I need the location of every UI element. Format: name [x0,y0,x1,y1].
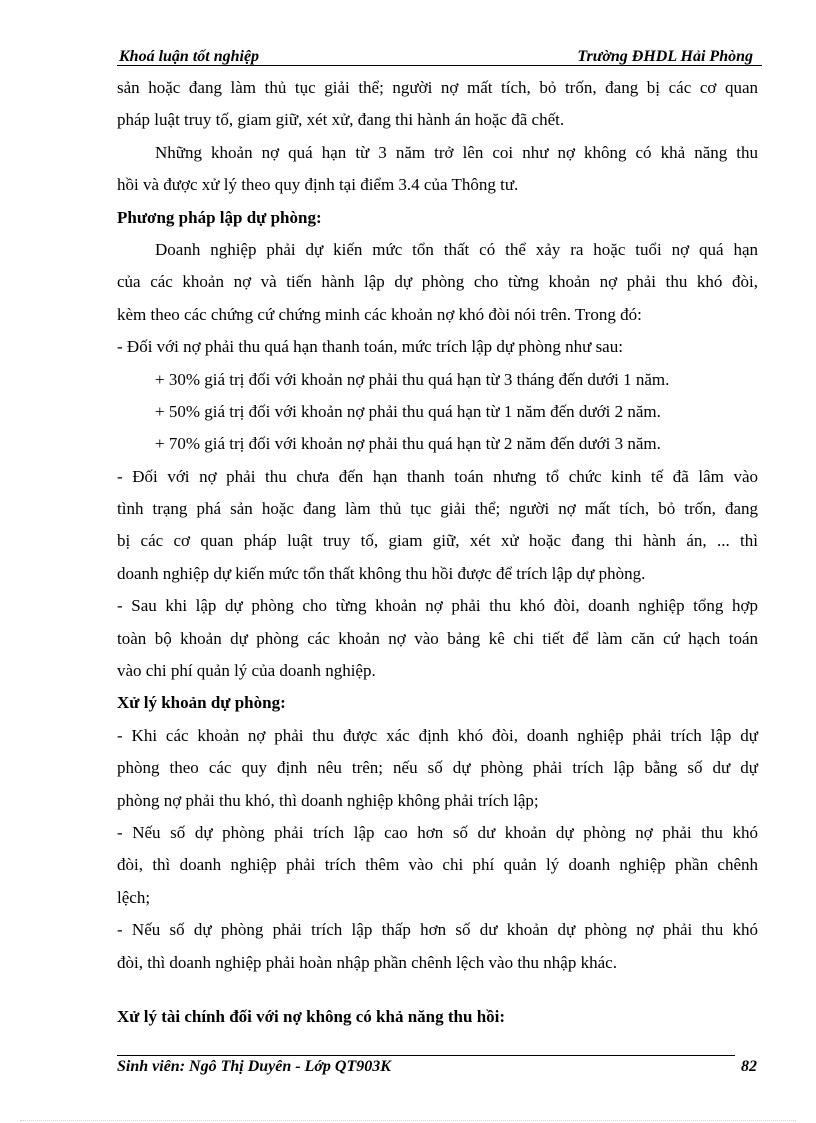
header-right: Trường ĐHDL Hải Phòng [577,48,753,65]
body-line: - Nếu số dự phòng phải trích lập cao hơn số dư khoản dự phòng nợ phải thu khó [117,822,758,842]
page-body [117,72,758,1033]
header-left: Khoá luận tốt nghiệp [119,48,260,65]
body-line: - Sau khi lập dự phòng cho từng khoản nợ phải thu khó đòi, doanh nghiệp tổng hợp [117,596,758,616]
body-line: hồi và được xử lý theo quy định tại điểm 3.4 của Thông tư. [117,175,519,195]
body-line: Doanh nghiệp phải dự kiến mức tổn thất có thể xảy ra hoặc tuổi nợ quá hạn [155,239,758,259]
body-line: sản hoặc đang làm thủ tục giải thể; người nợ mất tích, bỏ trốn, đang bị các cơ quan [117,78,758,97]
body-line: - Đối với nợ phải thu quá hạn thanh toán, mức trích lập dự phòng như sau: [117,337,623,357]
body-line: Những khoản nợ quá hạn từ 3 năm trở lên coi như nợ không có khả năng thu [155,142,758,162]
section-heading: Xử lý tài chính đối với nợ không có khả năng thu hồi: [117,1006,506,1026]
list-item: + 30% giá trị đối với khoản nợ phải thu quá hạn từ 3 tháng đến dưới 1 năm. [155,369,670,389]
body-line: pháp luật truy tố, giam giữ, xét xử, đang thi hành án hoặc đã chết. [117,110,565,130]
body-line: toàn bộ khoản dự phòng các khoản nợ vào bảng kê chi tiết để làm căn cứ hạch toán [117,628,758,648]
body-line: phòng nợ phải thu khó, thì doanh nghiệp không phải trích lập; [117,790,539,810]
body-line: tình trạng phá sản hoặc đang làm thủ tục giải thể; người nợ mất tích, bỏ trốn, đang [117,499,758,519]
header-rule [117,65,762,66]
body-line: - Nếu số dự phòng phải trích lập thấp hơn số dư khoản dự phòng nợ phải thu khó [117,920,758,940]
page-number: 82 [741,1058,757,1075]
body-line: doanh nghiệp dự kiến mức tổn thất không thu hồi được để trích lập dự phòng. [117,563,646,583]
list-item: + 50% giá trị đối với khoản nợ phải thu quá hạn từ 1 năm đến dưới 2 năm. [155,401,661,421]
spacer [117,979,758,1001]
body-line: phòng theo các quy định nêu trên; nếu số dự phòng phải trích lập bằng số dư dự [117,758,758,778]
list-item: + 70% giá trị đối với khoản nợ phải thu quá hạn từ 2 năm đến dưới 3 năm. [155,434,661,454]
body-line: vào chi phí quản lý của doanh nghiệp. [117,661,376,681]
body-line: - Đối với nợ phải thu chưa đến hạn thanh toán nhưng tổ chức kinh tế đã lâm vào [117,466,758,486]
footer-rule [117,1055,735,1056]
page-header [117,48,759,66]
page-edge-divider [20,1120,796,1121]
page-footer [117,1058,759,1078]
body-line: đòi, thì doanh nghiệp phải trích thêm vào chi phí quản lý doanh nghiệp phần chênh [117,855,758,875]
section-heading: Phương pháp lập dự phòng: [117,207,322,227]
body-line: kèm theo các chứng cứ chứng minh các khoản nợ khó đòi nói trên. Trong đó: [117,304,642,324]
body-line: đòi, thì doanh nghiệp phải hoàn nhập phần chênh lệch vào thu nhập khác. [117,952,617,972]
body-line: bị các cơ quan pháp luật truy tố, giam giữ, xét xử hoặc đang thi hành án, ... thì [117,531,758,551]
body-line: - Khi các khoản nợ phải thu được xác định khó đòi, doanh nghiệp phải trích lập dự [117,725,758,745]
body-line: lệch; [117,887,151,907]
section-heading: Xử lý khoản dự phòng: [117,693,286,713]
body-line: của các khoản nợ và tiến hành lập dự phòng cho từng khoản nợ phải thu khó đòi, [117,272,758,292]
footer-author: Sinh viên: Ngô Thị Duyên - Lớp QT903K [117,1058,391,1075]
